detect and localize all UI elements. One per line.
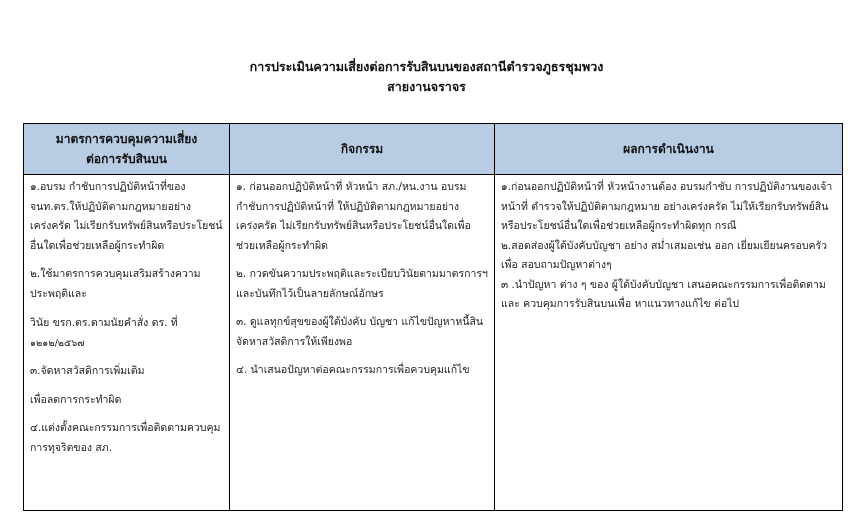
document-title [0, 57, 853, 97]
measure-item-3: ๓.จัดหาสวัสดิการเพิ่มเติม [30, 365, 145, 377]
measures-cell [24, 175, 230, 511]
column-header-measures [24, 124, 230, 175]
measure-item-2-order-number: ๑๒๑๒/๒๕๖๗ [30, 337, 85, 349]
table-row [24, 175, 843, 511]
column-header-activities: กิจกรรม [230, 124, 495, 175]
column-header-results: ผลการดำเนินงาน [495, 124, 843, 175]
result-item-3: ๓ .นำปัญหา ต่าง ๆ ของ ผู้ใต้บังคับบัญชา เสนอคณะกรรมการเพื่อติดตาม และ ควบคุมการรับสินบนเพื่อ หาแนวทางแก้ไข ต่อไป [501, 278, 826, 310]
measure-item-2: ๒.ใช้มาตรการควบคุมเสริมสร้างความประพฤติและ [30, 268, 201, 300]
measure-item-4: ๔.แต่งตั้งคณะกรรมการเพื่อติดตามควบคุมการทุจริตของ สภ. [30, 422, 221, 454]
title-line-2: สายงานจราจร [387, 79, 466, 94]
result-item-2: ๒.สอดส่องผู้ใต้บังคับบัญชา อย่าง สม่ำเสมอเช่น ออก เยี่ยมเยียนครอบครัว เพื่อ สอบถามปัญหาต่างๆ [501, 239, 828, 271]
measure-item-3-cont: เพื่อลดการกระทำผิด [30, 393, 122, 406]
title-line-1: การประเมินความเสี่ยงต่อการรับสินบนของสถานีตำรวจภูธรชุมพวง [249, 59, 604, 74]
column-header-measures-line1: มาตรการควบคุมความเสี่ยง [55, 132, 198, 146]
activities-cell [230, 175, 495, 511]
measure-item-1: ๑.อบรม กำชับการปฏิบัติหน้าที่ของ จนท.ตร.ให้ปฏิบัติตามกฎหมายอย่างเคร่งครัด ไม่เรียกรับทรัพย์สินหรือประโยชน์อื่นใดเพื่อช่วยเหลือผู้กระทำผิด [30, 181, 223, 252]
results-cell [495, 175, 843, 511]
column-header-measures-line2: ต่อการรับสินบน [86, 152, 167, 166]
activity-item-2: ๒. กวดขันความประพฤติและระเบียบวินัยตามมาตรการฯ และบันทึกไว้เป็นลายลักษณ์อักษร [236, 268, 488, 300]
table-header-row [24, 124, 843, 175]
activity-item-3: ๓. ดูแลทุกข์สุขของผู้ใต้บังคับ บัญชา แก้ไขปัญหาหนี้สิน จัดหาสวัสดิการให้เพียงพอ [236, 316, 484, 348]
activity-item-1: ๑. ก่อนออกปฏิบัติหน้าที่ หัวหน้า สภ./หน.งาน อบรมกำชับการปฏิบัติหน้าที่ ให้ปฏิบัติตามกฎหมายอย่างเคร่งครัด ไม่เรียกรับทรัพย์สินหรือประโยชน์อื่นใดเพื่อช่วยเหลือผู้กระทำผิด [236, 181, 471, 252]
result-item-1: ๑.ก่อนออกปฏิบัติหน้าที่ หัวหน้างานต้อง อบรมกำชับ การปฏิบัติงานของเจ้าหน้าที่ ตำรวจให้ปฏิบัติตามกฎหมาย อย่างเคร่งครัด ไม่ให้เรียกรับทรัพย์สิน หรือประโยชน์อื่นใดเพื่อช่วยเหลือผู้กระทำผิดทุก กรณี [501, 181, 833, 232]
activity-item-4: ๔. นำเสนอปัญหาต่อคณะกรรมการเพื่อควบคุมแก้ไข [236, 364, 470, 376]
risk-assessment-table [23, 123, 843, 511]
measure-item-2-cont: วินัย ขรก.ตร.ตามนัยคำสั่ง ตร. ที่ [30, 317, 178, 329]
